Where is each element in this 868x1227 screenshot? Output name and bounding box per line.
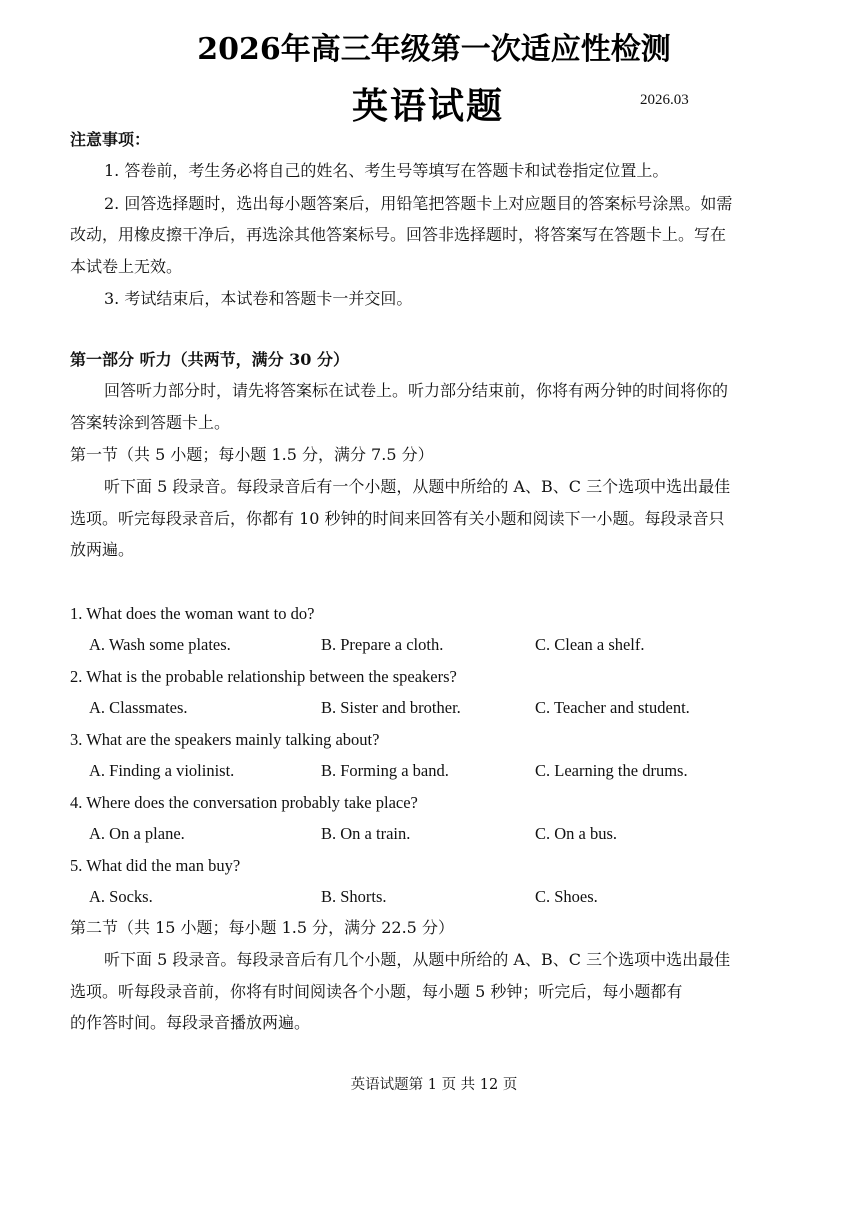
section1-intro: 放两遍。 — [70, 540, 135, 559]
question-5: 5. What did the man buy? — [70, 856, 241, 875]
option-b: B. Shorts. — [321, 887, 387, 906]
section1-intro: 选项。听完每段录音后，你都有 10 秒钟的时间来回答有关小题和阅读下一小题。每段录音只 — [70, 509, 725, 528]
option-a: A. Wash some plates. — [89, 635, 231, 654]
option-a: A. Socks. — [89, 887, 153, 906]
option-c: C. On a bus. — [535, 824, 618, 843]
notice-line: 改动，用橡皮擦干净后，再选涂其他答案标号。回答非选择题时，将答案写在答题卡上。写在 — [70, 225, 727, 244]
section2-intro: 的作答时间。每段录音播放两遍。 — [70, 1013, 311, 1032]
question-2: 2. What is the probable relationship between the speakers? — [70, 667, 457, 686]
notice-heading: 注意事项： — [70, 130, 151, 149]
exam-title: 2026年高三年级第一次适应性检测 — [197, 32, 671, 67]
section2-intro: 听下面 5 段录音。每段录音后有几个小题，从题中所给的 A、B、C 三个选项中选出最佳 — [104, 950, 731, 969]
option-b: B. On a train. — [321, 824, 411, 843]
option-a: A. On a plane. — [89, 824, 185, 843]
section1-heading: 第一节（共 5 小题；每小题 1.5 分，满分 7.5 分） — [70, 445, 434, 464]
question-4: 4. Where does the conversation probably take place? — [70, 793, 418, 812]
option-c: C. Learning the drums. — [535, 761, 688, 780]
part1-heading: 第一部分 听力（共两节，满分 30 分） — [70, 350, 349, 369]
option-b: B. Prepare a cloth. — [321, 635, 444, 654]
page-footer: 英语试题第 1 页 共 12 页 — [350, 1077, 518, 1093]
subject-title: 英语试题 — [351, 85, 504, 127]
notice-line: 1. 答卷前，考生务必将自己的姓名、考生号等填写在答题卡和试卷指定位置上。 — [104, 161, 669, 180]
section2-intro: 选项。听每段录音前，你将有时间阅读各个小题，每小题 5 秒钟；听完后，每小题都有 — [70, 982, 683, 1001]
question-3: 3. What are the speakers mainly talking about? — [70, 730, 380, 749]
notice-line: 本试卷上无效。 — [70, 257, 183, 276]
part1-intro: 回答听力部分时，请先将答案标在试卷上。听力部分结束前，你将有两分钟的时间将你的 — [104, 381, 729, 400]
option-c: C. Shoes. — [535, 887, 598, 906]
option-b: B. Forming a band. — [321, 761, 449, 780]
notice-line: 3. 考试结束后，本试卷和答题卡一并交回。 — [104, 289, 413, 308]
option-a: A. Finding a violinist. — [89, 761, 235, 780]
question-1: 1. What does the woman want to do? — [70, 604, 315, 623]
section2-heading: 第二节（共 15 小题；每小题 1.5 分，满分 22.5 分） — [70, 918, 454, 937]
option-a: A. Classmates. — [89, 698, 188, 717]
exam-date: 2026.03 — [640, 92, 689, 108]
option-c: C. Clean a shelf. — [535, 635, 645, 654]
option-c: C. Teacher and student. — [535, 698, 690, 717]
section1-intro: 听下面 5 段录音。每段录音后有一个小题，从题中所给的 A、B、C 三个选项中选出最佳 — [104, 477, 731, 496]
notice-line: 2. 回答选择题时，选出每小题答案后，用铅笔把答题卡上对应题目的答案标号涂黑。如需 — [104, 194, 733, 213]
option-b: B. Sister and brother. — [321, 698, 461, 717]
part1-intro: 答案转涂到答题卡上。 — [70, 413, 231, 432]
